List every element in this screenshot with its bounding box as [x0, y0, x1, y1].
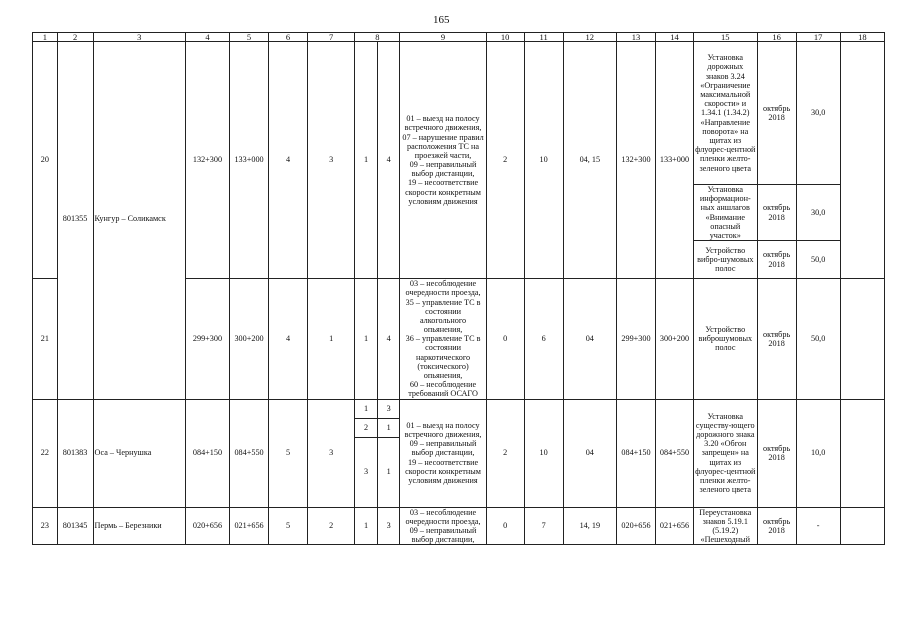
km-start: 020+656	[185, 507, 229, 545]
col11-value: 10	[524, 399, 563, 507]
col11-value: 10	[524, 42, 563, 279]
col11-value: 7	[524, 507, 563, 545]
col8a-value: 2	[355, 418, 378, 437]
col13-value: 299+300	[616, 279, 655, 399]
col8a-value: 1	[355, 507, 378, 545]
km-end: 300+200	[230, 279, 269, 399]
km-start: 132+300	[185, 42, 229, 279]
col8a-value: 1	[355, 42, 378, 279]
col13-value: 084+150	[616, 399, 655, 507]
col18-empty	[840, 507, 884, 545]
col12-value: 04	[563, 399, 616, 507]
col7-value: 3	[308, 42, 355, 279]
col8b-value: 3	[377, 507, 400, 545]
violations-text: 01 – выезд на полосу встречного движения, 07 – нарушение правил расположения ТС на проезжей части, 09 – неправильный выбор дистанции, 19 – несоответствие скорости конкретным условиям движения	[400, 42, 486, 279]
header-cell: 5	[230, 33, 269, 42]
col18-empty	[840, 42, 884, 279]
col6-value: 5	[269, 399, 308, 507]
measure-text: Установка информацион-ных аншлагов «Внимание опасный участок»	[693, 185, 757, 241]
row-number: 23	[33, 507, 58, 545]
road-code: 801383	[57, 399, 93, 507]
measure-date: октябрь 2018	[757, 185, 796, 241]
header-cell: 4	[185, 33, 229, 42]
header-cell: 16	[757, 33, 796, 42]
col7-value: 2	[308, 507, 355, 545]
header-cell: 17	[796, 33, 840, 42]
header-cell: 2	[57, 33, 93, 42]
col8b-value: 1	[377, 418, 400, 437]
measure-cost: -	[796, 507, 840, 545]
col12-value: 14, 19	[563, 507, 616, 545]
col13-value: 020+656	[616, 507, 655, 545]
road-name: Пермь – Березники	[93, 507, 185, 545]
measure-date: октябрь 2018	[757, 507, 796, 545]
col6-value: 4	[269, 42, 308, 279]
header-cell: 13	[616, 33, 655, 42]
col10-value: 0	[486, 507, 524, 545]
road-name: Оса – Чернушка	[93, 399, 185, 507]
header-cell: 12	[563, 33, 616, 42]
col14-value: 300+200	[655, 279, 693, 399]
measure-text: Переустановка знаков 5.19.1 (5.19.2) «Пешеходный	[693, 507, 757, 545]
col8b-value: 3	[377, 399, 400, 418]
row-number: 22	[33, 399, 58, 507]
header-cell: 9	[400, 33, 486, 42]
violations-text: 01 – выезд на полосу встречного движения, 09 – неправильный выбор дистанции, 19 – несоответствие скорости конкретным условиям движения	[400, 399, 486, 507]
col18-empty	[840, 279, 884, 399]
header-row	[33, 33, 885, 42]
header-cell: 3	[93, 33, 185, 42]
header-cell: 11	[524, 33, 563, 42]
col7-value: 1	[308, 279, 355, 399]
header-cell: 15	[693, 33, 757, 42]
page-number: 165	[433, 14, 450, 26]
table-row	[33, 42, 885, 185]
km-end: 021+656	[230, 507, 269, 545]
col10-value: 0	[486, 279, 524, 399]
measure-text: Установка дорожных знаков 3.24 «Ограничение максимальной скорости» и 1.34.1 (1.34.2) «Направление поворота» на щитах из флуорес-центной пленки желто-зеленого цвета	[693, 42, 757, 185]
col6-value: 5	[269, 507, 308, 545]
col12-value: 04	[563, 279, 616, 399]
measure-date: октябрь 2018	[757, 279, 796, 399]
header-cell: 14	[655, 33, 693, 42]
col14-value: 084+550	[655, 399, 693, 507]
data-table	[32, 32, 885, 545]
col11-value: 6	[524, 279, 563, 399]
measure-cost: 30,0	[796, 42, 840, 185]
row-number: 20	[33, 42, 58, 279]
measure-cost: 10,0	[796, 399, 840, 507]
violations-text: 03 – несоблюдение очередности проезда, 35 – управление ТС в состоянии алкогольного опьянения, 36 – управление ТС в состоянии наркотического (токсического) опьянения, 60 – несоблюдение требований ОСАГО	[400, 279, 486, 399]
col8b-value: 4	[377, 279, 400, 399]
measure-text: Устройство виброшумовых полос	[693, 279, 757, 399]
table-row	[33, 399, 885, 418]
measure-date: октябрь 2018	[757, 399, 796, 507]
col7-value: 3	[308, 399, 355, 507]
col8a-value: 3	[355, 437, 378, 507]
col8b-value: 1	[377, 437, 400, 507]
col10-value: 2	[486, 399, 524, 507]
measure-text: Установка существу-ющего дорожного знака 3.20 «Обгон запрещен» на щитах из флуорес-центной пленки желто-зеленого цвета	[693, 399, 757, 507]
measure-text: Устройство вибро-шумовых полос	[693, 241, 757, 279]
road-code: 801345	[57, 507, 93, 545]
col6-value: 4	[269, 279, 308, 399]
violations-text: 03 – несоблюдение очередности проезда, 09 – неправильный выбор дистанции,	[400, 507, 486, 545]
col14-value: 021+656	[655, 507, 693, 545]
header-cell: 7	[308, 33, 355, 42]
measure-cost: 50,0	[796, 241, 840, 279]
measure-cost: 50,0	[796, 279, 840, 399]
header-cell: 8	[355, 33, 400, 42]
col14-value: 133+000	[655, 42, 693, 279]
km-start: 084+150	[185, 399, 229, 507]
measure-cost: 30,0	[796, 185, 840, 241]
km-start: 299+300	[185, 279, 229, 399]
header-cell: 6	[269, 33, 308, 42]
col8a-value: 1	[355, 399, 378, 418]
col10-value: 2	[486, 42, 524, 279]
col8b-value: 4	[377, 42, 400, 279]
col12-value: 04, 15	[563, 42, 616, 279]
row-number: 21	[33, 279, 58, 399]
road-name: Кунгур – Соликамск	[93, 42, 185, 400]
road-code: 801355	[57, 42, 93, 400]
measure-date: октябрь 2018	[757, 241, 796, 279]
km-end: 084+550	[230, 399, 269, 507]
table-row	[33, 507, 885, 545]
km-end: 133+000	[230, 42, 269, 279]
col8a-value: 1	[355, 279, 378, 399]
header-cell: 18	[840, 33, 884, 42]
col13-value: 132+300	[616, 42, 655, 279]
header-cell: 1	[33, 33, 58, 42]
measure-date: октябрь 2018	[757, 42, 796, 185]
col18-empty	[840, 399, 884, 507]
header-cell: 10	[486, 33, 524, 42]
